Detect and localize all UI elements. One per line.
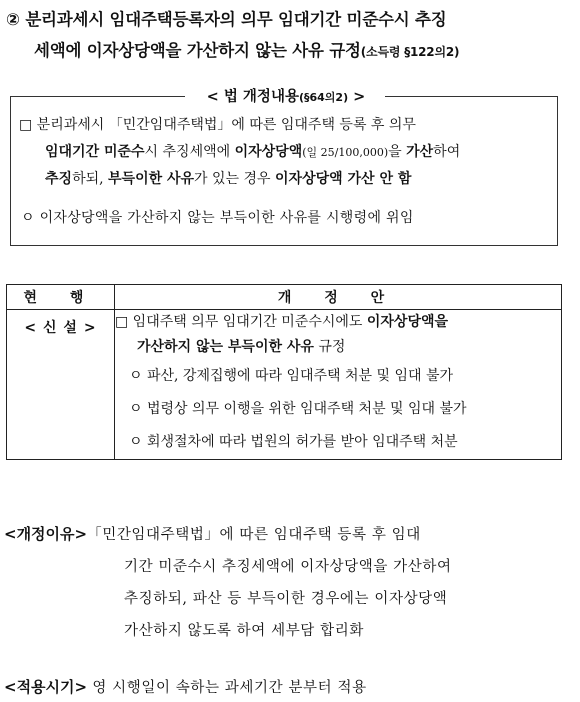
proposal-item-1: ㅇ 파산, 강제집행에 따라 임대주택 처분 및 임대 불가 (129, 368, 454, 384)
proposal-line-2: 가산하지 않는 부득이한 사유 규정 (137, 339, 346, 355)
apply-label: <적용시기> (4, 678, 88, 696)
table-row (7, 310, 562, 460)
law-main-line-3: 추징하되, 부득이한 사유가 있는 경우 이자상당액 가산 안 함 (45, 171, 412, 187)
reason-line-3: 추징하되, 파산 등 부득이한 경우에는 이자상당액 (124, 591, 448, 607)
box-border-right (385, 96, 557, 97)
table-header-row (7, 285, 562, 310)
reason-line-2: 기간 미준수시 추징세액에 이자상당액을 가산하여 (124, 559, 452, 575)
law-main-line-1: □ 분리과세시 「민간임대주택법」에 따른 임대주택 등록 후 의무 (19, 117, 416, 133)
law-amendment-box (10, 89, 558, 246)
reason-line-4: 가산하지 않도록 하여 세부담 합리화 (124, 623, 364, 639)
header-current: 현 행 (7, 285, 115, 310)
heading-line-1: ② 분리과세시 임대주택등록자의 의무 임대기간 미준수시 추징 (6, 10, 447, 29)
amendment-reason (4, 518, 574, 647)
law-amendment-sub: ㅇ 이자상당액을 가산하지 않는 부득이한 사유를 시행령에 위임 (21, 210, 414, 226)
reason-line-1: <개정이유>「민간임대주택법」에 따른 임대주택 등록 후 임대 (4, 525, 421, 543)
comparison-table (6, 284, 562, 460)
reason-label: <개정이유> (4, 525, 88, 543)
law-amendment-main (19, 112, 551, 193)
header-proposal: 개 정 안 (115, 285, 562, 310)
section-heading (6, 4, 572, 68)
heading-line-2: 세액에 이자상당액을 가산하지 않는 사유 규정(소득령 §122의2) (34, 41, 460, 60)
apply-text: 영 시행일이 속하는 과세기간 분부터 적용 (87, 680, 367, 696)
law-amendment-title: < 법 개정내용(§64의2) > (206, 89, 366, 105)
proposal-cell (115, 310, 562, 460)
box-border-left (11, 96, 185, 97)
proposal-item-3: ㅇ 회생절차에 따라 법원의 허가를 받아 임대주택 처분 (129, 434, 458, 450)
law-main-line-2: 임대기간 미준수시 추징세액에 이자상당액(일 25/100,000)을 가산하여 (45, 144, 461, 160)
heading-reference: (소득령 §122의2) (360, 45, 460, 59)
proposal-line-1: □ 임대주택 의무 임대기간 미준수시에도 이자상당액을 (115, 314, 449, 330)
current-text: < 신 설 > (24, 320, 97, 336)
application-period (4, 676, 574, 697)
current-cell (7, 310, 115, 460)
proposal-item-2: ㅇ 법령상 의무 이행을 위한 임대주택 처분 및 임대 불가 (129, 401, 467, 417)
